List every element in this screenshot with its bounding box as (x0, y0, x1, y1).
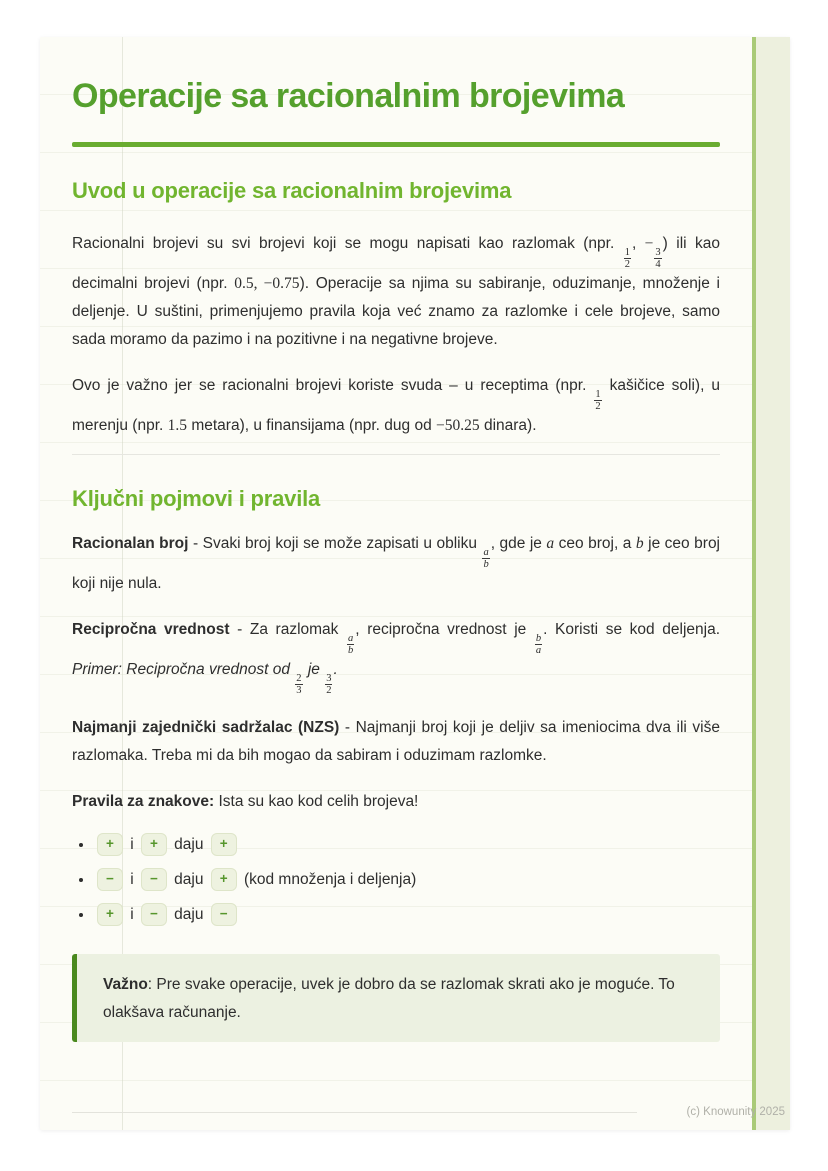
text-run: daju (169, 836, 208, 854)
text-run: - Najmanji broj koji je deljiv sa imeniocima dva ili više razlomaka. Treba mi da bih mogao da sabiram i oduzimam razlomke. (72, 719, 720, 765)
text-run: - Svaki broj koji se može zapisati u obliku (188, 535, 482, 553)
text-run: , gde je (490, 535, 547, 553)
sign-badge: − (141, 903, 167, 926)
fraction-denominator: 2 (624, 259, 630, 271)
paragraph-reciprocal-value (72, 616, 720, 696)
fraction-denominator: 2 (595, 401, 601, 413)
list-item-sign-rule-2 (94, 867, 720, 893)
paragraph-intro-1 (72, 230, 720, 354)
fraction-denominator: a (535, 645, 542, 657)
bold-run: Pravila za znakove: (72, 793, 215, 811)
text-run: kašičice soli), u merenju (npr. (72, 377, 720, 435)
text-run: i (125, 906, 138, 924)
fraction (325, 673, 332, 696)
math-run: −50.25 (436, 417, 480, 435)
paragraph-intro-2 (72, 372, 720, 440)
section-divider (72, 454, 720, 455)
fraction-numerator: 1 (624, 247, 630, 259)
italic-run: . (333, 661, 338, 679)
bold-run: Najmanji zajednički sadržalac (NZS) (72, 719, 340, 737)
fraction (347, 633, 354, 656)
page-title: Operacije sa racionalnim brojevima (72, 77, 625, 115)
list-item-sign-rule-3 (94, 902, 720, 928)
important-callout (72, 954, 720, 1042)
sign-badge: − (141, 868, 167, 891)
fraction (535, 633, 542, 656)
section-heading-key-concepts: Ključni pojmovi i pravila (72, 486, 321, 512)
text-run: ceo broj, a (554, 535, 636, 553)
fraction (295, 673, 302, 696)
bold-run: Recipročna vrednost (72, 621, 230, 639)
fraction-numerator: a (348, 633, 354, 645)
list-item-sign-rule-1 (94, 832, 720, 858)
italic-run: je (303, 661, 325, 679)
page-footer (72, 1106, 785, 1118)
text-run: daju (169, 871, 208, 889)
text-run: , recipročna vrednost je (355, 621, 534, 639)
math-run: − (644, 235, 654, 253)
fraction-denominator: 3 (296, 685, 302, 697)
document-content (40, 37, 790, 1042)
text-run: ). Operacije sa njima su sabiranje, oduzimanje, množenje i deljenje. U suštini, primenjujemo pravila koja već znamo za razlomke i cele brojeve, samo sada moramo da pazimo i na pozitivne i na negativne brojeve. (72, 275, 720, 349)
text-run: i (125, 871, 138, 889)
text-run: : Pre svake operacije, uvek je dobro da se razlomak skrati ako je moguće. To olakšava računanje. (103, 976, 675, 1022)
fraction-denominator: 2 (326, 685, 332, 697)
fraction (654, 247, 661, 270)
text-run: . Koristi se kod deljenja. (543, 621, 720, 639)
sign-rules-list (72, 832, 720, 928)
sign-badge: + (211, 833, 237, 856)
fraction-numerator: 3 (326, 673, 332, 685)
text-run: metara), u finansijama (npr. dug od (187, 417, 437, 435)
paragraph-lcm (72, 714, 720, 770)
text-run: i (125, 836, 138, 854)
fraction-numerator: 2 (296, 673, 302, 685)
fraction-denominator: b (483, 559, 489, 571)
footer-divider-line (72, 1112, 637, 1113)
section-heading-intro: Uvod u operacije sa racionalnim brojevima (72, 178, 512, 204)
paragraph-sign-rules-lead (72, 788, 720, 816)
paragraph-rational-number (72, 530, 720, 598)
math-variable: a (546, 535, 555, 553)
sign-badge: − (211, 903, 237, 926)
sign-badge: − (97, 868, 123, 891)
text-run: , (631, 235, 645, 253)
fraction-denominator: 4 (655, 259, 661, 271)
text-run: - Za razlomak (229, 621, 347, 639)
sign-badge: + (211, 868, 237, 891)
math-run: 0.5, −0.75 (234, 275, 300, 293)
math-variable: b (635, 535, 644, 553)
fraction (482, 547, 489, 570)
text-run: dinara). (479, 417, 537, 435)
fraction-numerator: b (535, 633, 542, 645)
text-run: je ceo broj koji nije nula. (72, 535, 721, 593)
math-run: 1.5 (167, 417, 188, 435)
bold-run: Racionalan broj (72, 535, 189, 553)
text-run: Ovo je važno jer se racionalni brojevi koriste svuda – u receptima (npr. (72, 377, 594, 395)
text-run: Racionalni brojevi su svi brojevi koji se mogu napisati kao razlomak (npr. (72, 235, 623, 253)
fraction-denominator: b (348, 645, 354, 657)
fraction-numerator: a (483, 547, 489, 559)
title-underline-rule (72, 142, 720, 147)
fraction (594, 389, 601, 412)
fraction (624, 247, 631, 270)
sign-badge: + (141, 833, 167, 856)
sign-badge: + (97, 903, 123, 926)
document-page-card (40, 37, 790, 1130)
sign-badge: + (97, 833, 123, 856)
copyright-credit: (c) Knowunity 2025 (686, 1106, 785, 1118)
fraction-numerator: 1 (595, 389, 601, 401)
text-run: daju (169, 906, 208, 924)
text-run: ) ili kao decimalni brojevi (npr. (72, 235, 720, 293)
text-run: Ista su kao kod celih brojeva! (214, 793, 419, 811)
bold-run: Važno (103, 976, 148, 994)
italic-run: Primer: Recipročna vrednost od (72, 661, 295, 679)
text-run: (kod množenja i deljenja) (239, 871, 417, 889)
fraction-numerator: 3 (655, 247, 661, 259)
